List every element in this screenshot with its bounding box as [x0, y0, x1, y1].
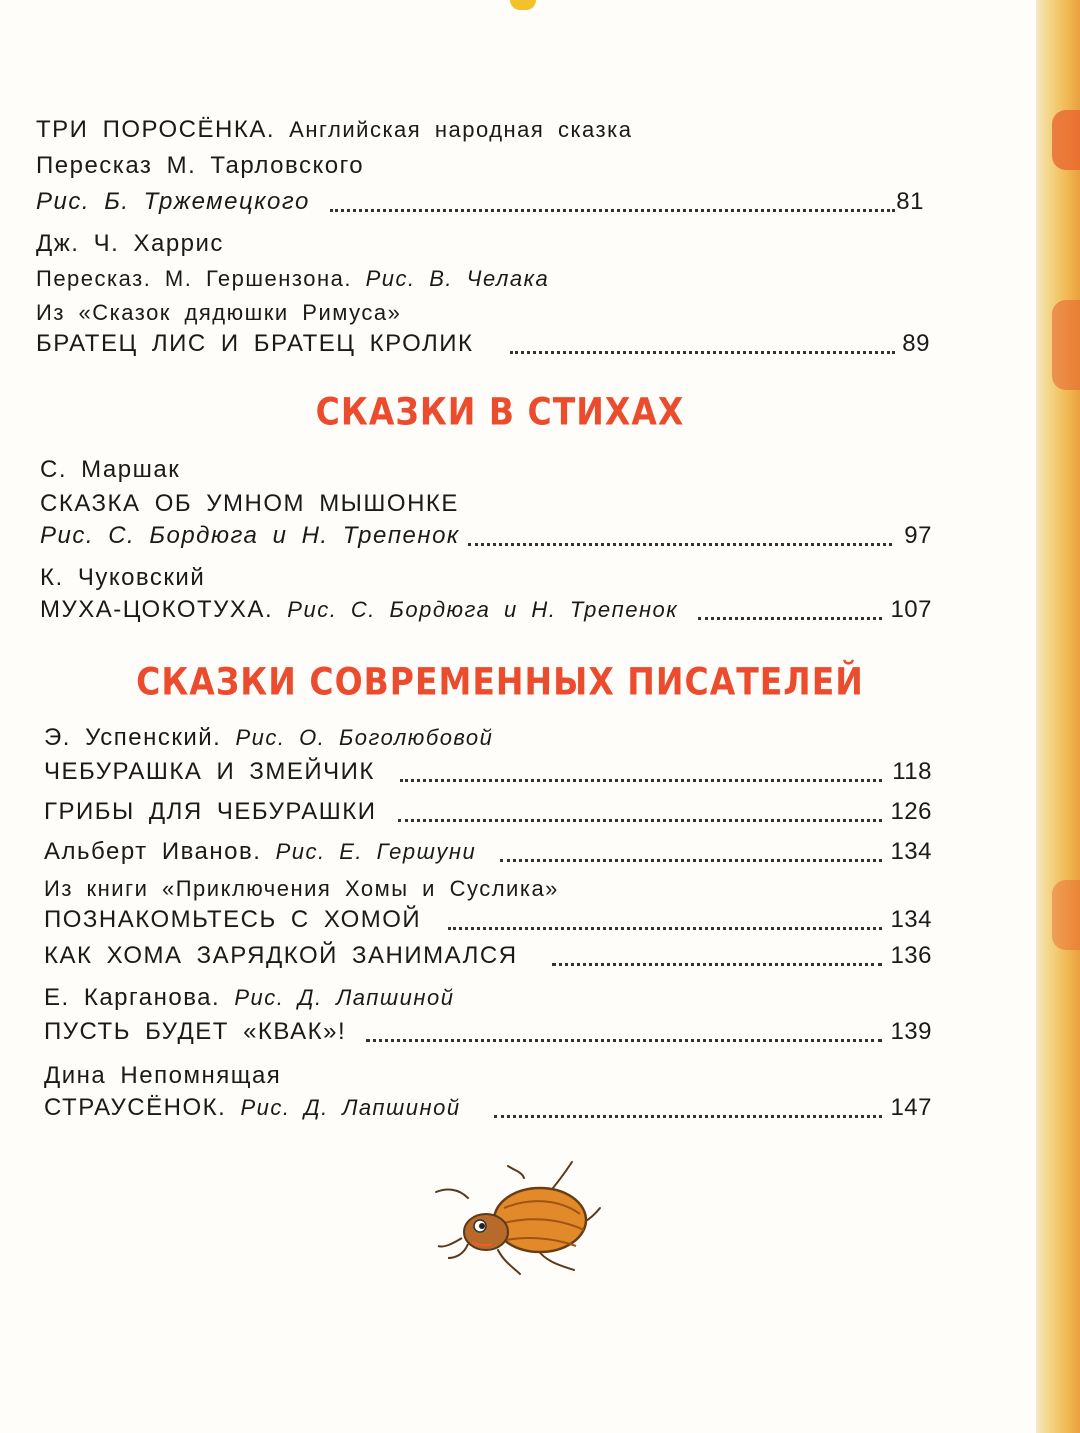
dot-leader — [468, 543, 892, 546]
entry-author: Альберт Иванов. — [44, 838, 262, 865]
page-number: 126 — [890, 798, 932, 825]
dot-leader — [400, 779, 882, 782]
toc-entry-marshak[interactable] — [0, 514, 1000, 554]
entry-title: ГРИБЫ ДЛЯ ЧЕБУРАШКИ — [44, 798, 377, 825]
section-title-verse: СКАЗКИ В СТИХАХ — [315, 389, 685, 434]
entry-note: Английская народная сказка — [289, 117, 633, 142]
page-number: 147 — [890, 1094, 932, 1121]
section-title-modern: СКАЗКИ СОВРЕМЕННЫХ ПИСАТЕЛЕЙ — [136, 659, 864, 704]
entry-author: Е. Карганова. — [44, 984, 221, 1011]
toc-entry-harris[interactable] — [0, 322, 1000, 362]
entry-source: Из «Сказок дядюшки Римуса» — [36, 300, 402, 325]
toc-entry-chukovsky[interactable] — [0, 588, 1000, 628]
entry-illustrator: Рис. Б. Тржемецкого — [36, 188, 310, 215]
entry-author: Э. Успенский. — [44, 724, 222, 751]
entry-title: СКАЗКА ОБ УМНОМ МЫШОНКЕ — [40, 490, 459, 517]
page-number: 139 — [890, 1018, 932, 1045]
entry-author: Дина Непомнящая — [44, 1062, 282, 1089]
toc-entry-cheb-mush[interactable] — [0, 790, 1000, 830]
page-edge-decoration — [1036, 0, 1080, 1433]
page-number: 118 — [892, 758, 932, 785]
entry-source: Из книги «Приключения Хомы и Суслика» — [44, 876, 559, 901]
toc-line-three-pigs-retold — [0, 144, 1000, 184]
dot-leader — [552, 963, 882, 966]
toc-entry-ostrich[interactable] — [0, 1086, 1000, 1126]
entry-retold: Пересказ М. Тарловского — [36, 152, 365, 179]
dot-leader — [366, 1039, 882, 1042]
dot-leader — [510, 351, 895, 354]
entry-illustrator: Рис. В. Челака — [365, 266, 550, 291]
entry-illustrator: Рис. Е. Гершуни — [275, 839, 477, 864]
page-number: 81 — [896, 188, 924, 215]
entry-title: СТРАУСЁНОК. — [44, 1094, 227, 1121]
page-number: 134 — [890, 838, 932, 865]
top-tab-decoration — [510, 0, 536, 10]
dot-leader — [398, 819, 882, 822]
entry-retold: Пересказ. М. Гершензона. — [36, 266, 352, 291]
entry-author: Дж. Ч. Харрис — [36, 230, 224, 257]
toc-entry-homa-meet[interactable] — [0, 898, 1000, 938]
page-number: 134 — [890, 906, 932, 933]
entry-title: ПОЗНАКОМЬТЕСЬ С ХОМОЙ — [44, 906, 422, 933]
entry-illustrator: Рис. Д. Лапшиной — [234, 985, 455, 1010]
dot-leader — [698, 617, 882, 620]
beetle-illustration-icon — [428, 1158, 608, 1278]
entry-illustrator: Рис. С. Бордюга и Н. Трепенок — [287, 597, 679, 622]
dot-leader — [500, 859, 882, 862]
entry-title: ЧЕБУРАШКА И ЗМЕЙЧИК — [44, 758, 375, 785]
page-number: 107 — [890, 596, 932, 623]
entry-title: ТРИ ПОРОСЁНКА. — [36, 116, 275, 143]
dot-leader — [494, 1115, 882, 1118]
toc-line-three-pigs — [0, 108, 1000, 148]
toc-entry-ivanov[interactable] — [0, 830, 1000, 870]
page-number: 136 — [890, 942, 932, 969]
entry-author: С. Маршак — [40, 456, 181, 483]
entry-illustrator: Рис. Д. Лапшиной — [240, 1095, 461, 1120]
entry-author: К. Чуковский — [40, 564, 206, 591]
dot-leader — [448, 927, 882, 930]
entry-illustrator: Рис. О. Боголюбовой — [235, 725, 494, 750]
entry-illustrator: Рис. С. Бордюга и Н. Трепенок — [40, 522, 460, 549]
entry-title: ПУСТЬ БУДЕТ «КВАК»! — [44, 1018, 347, 1045]
page-number: 97 — [904, 522, 932, 549]
toc-entry-kvak[interactable] — [0, 1010, 1000, 1050]
dot-leader — [330, 209, 895, 212]
toc-entry-cheb-snake[interactable] — [0, 750, 1000, 790]
toc-entry-homa-exercise[interactable] — [0, 934, 1000, 974]
entry-title: МУХА-ЦОКОТУХА. — [40, 596, 274, 623]
page-number: 89 — [902, 330, 930, 357]
entry-title: БРАТЕЦ ЛИС И БРАТЕЦ КРОЛИК — [36, 330, 474, 357]
entry-title: КАК ХОМА ЗАРЯДКОЙ ЗАНИМАЛСЯ — [44, 942, 518, 969]
toc-entry-three-pigs[interactable] — [0, 180, 1000, 220]
